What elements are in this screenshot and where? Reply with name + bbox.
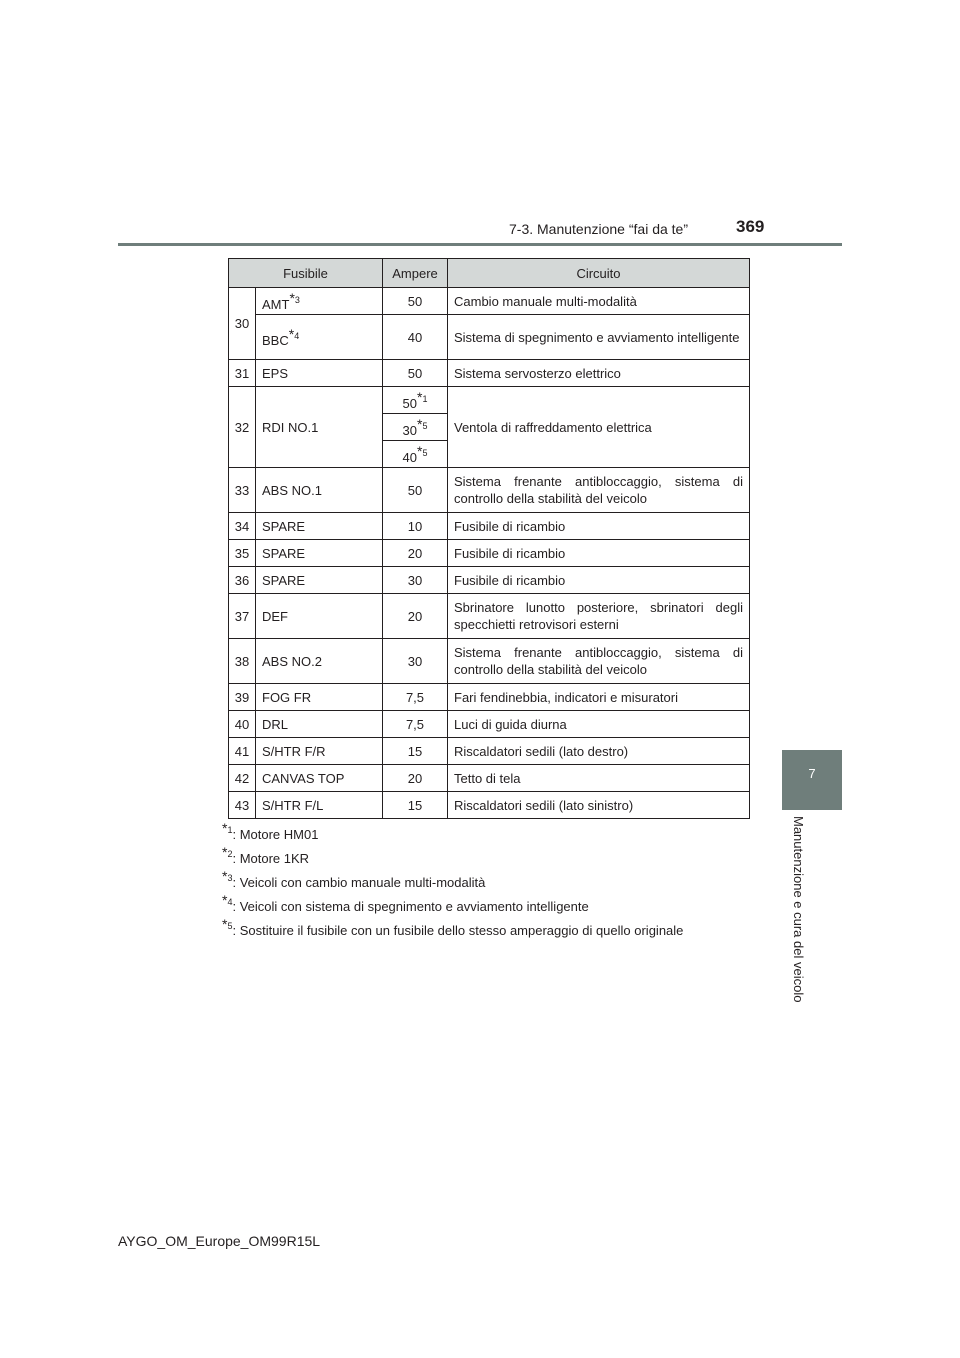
table-row xyxy=(229,315,750,360)
table-row xyxy=(229,540,750,567)
header-fusibile: Fusibile xyxy=(229,259,383,288)
table-row xyxy=(229,387,750,414)
fuse-name: SPARE xyxy=(256,567,383,594)
fuse-name: SPARE xyxy=(256,513,383,540)
section-title: 7-3. Manutenzione “fai da te” xyxy=(509,221,688,237)
fuse-name: DEF xyxy=(256,594,383,639)
footnote: $^{*1}$: Motore HM01 xyxy=(222,820,319,842)
fuse-number: 42 xyxy=(229,765,256,792)
fuse-number: 37 xyxy=(229,594,256,639)
fuse-number: 43 xyxy=(229,792,256,819)
header-divider xyxy=(118,243,842,246)
fuse-table xyxy=(228,258,750,819)
table-row xyxy=(229,360,750,387)
fuse-circuit: Fusibile di ricambio xyxy=(448,513,750,540)
fuse-ampere: 50 xyxy=(383,468,448,513)
fuse-ampere: 40 xyxy=(383,315,448,360)
fuse-number: 33 xyxy=(229,468,256,513)
fuse-number: 34 xyxy=(229,513,256,540)
fuse-circuit: Luci di guida diurna xyxy=(448,711,750,738)
table-header-row xyxy=(229,259,750,288)
fuse-name: BBC$^{*4}$ xyxy=(256,315,383,360)
fuse-circuit: Fusibile di ricambio xyxy=(448,567,750,594)
chapter-number: 7 xyxy=(808,766,816,781)
chapter-title-wrap xyxy=(788,816,808,1006)
fuse-circuit: Cambio manuale multi-modalità xyxy=(448,288,750,315)
fuse-circuit: Riscaldatori sedili (lato sinistro) xyxy=(448,792,750,819)
fuse-ampere: 30 xyxy=(383,567,448,594)
fuse-circuit: Sistema frenante antibloccaggio, sistema di controllo della stabilità del veicolo xyxy=(448,639,750,684)
table-row xyxy=(229,567,750,594)
footnote: $^{*5}$: Sostituire il fusibile con un fusibile dello stesso amperaggio di quello originale xyxy=(222,916,684,938)
fuse-ampere: 10 xyxy=(383,513,448,540)
footnote: $^{*2}$: Motore 1KR xyxy=(222,844,310,866)
footnotes xyxy=(222,818,683,938)
fuse-circuit: Riscaldatori sedili (lato destro) xyxy=(448,738,750,765)
fuse-circuit: Ventola di raffreddamento elettrica xyxy=(448,387,750,468)
fuse-circuit: Fusibile di ricambio xyxy=(448,540,750,567)
table-row xyxy=(229,792,750,819)
fuse-circuit: Sistema di spegnimento e avviamento intelligente xyxy=(448,315,750,360)
fuse-circuit: Tetto di tela xyxy=(448,765,750,792)
fuse-ampere: 50$^{*1}$ xyxy=(383,387,448,414)
fuse-number: 41 xyxy=(229,738,256,765)
table-row xyxy=(229,288,750,315)
header-circuito: Circuito xyxy=(448,259,750,288)
fuse-number: 38 xyxy=(229,639,256,684)
fuse-name: DRL xyxy=(256,711,383,738)
fuse-number: 31 xyxy=(229,360,256,387)
fuse-name: S/HTR F/R xyxy=(256,738,383,765)
fuse-name: ABS NO.1 xyxy=(256,468,383,513)
fuse-ampere: 20 xyxy=(383,765,448,792)
fuse-name: S/HTR F/L xyxy=(256,792,383,819)
table-row xyxy=(229,765,750,792)
fuse-name: ABS NO.2 xyxy=(256,639,383,684)
table-row xyxy=(229,468,750,513)
fuse-number: 35 xyxy=(229,540,256,567)
footnote: $^{*3}$: Veicoli con cambio manuale multi-modalità xyxy=(222,868,486,890)
fuse-number: 36 xyxy=(229,567,256,594)
fuse-ampere: 15 xyxy=(383,792,448,819)
fuse-ampere: 20 xyxy=(383,540,448,567)
fuse-name: FOG FR xyxy=(256,684,383,711)
fuse-name: AMT$^{*3}$ xyxy=(256,288,383,315)
fuse-number: 30 xyxy=(229,288,256,360)
fuse-number: 40 xyxy=(229,711,256,738)
fuse-name: SPARE xyxy=(256,540,383,567)
table-row xyxy=(229,594,750,639)
chapter-title: Manutenzione e cura del veicolo xyxy=(791,816,806,1003)
fuse-ampere: 7,5 xyxy=(383,711,448,738)
fuse-ampere: 30$^{*5}$ xyxy=(383,414,448,441)
table-row xyxy=(229,639,750,684)
fuse-circuit: Fari fendinebbia, indicatori e misuratori xyxy=(448,684,750,711)
fuse-circuit: Sbrinatore lunotto posteriore, sbrinatori degli specchietti retrovisori esterni xyxy=(448,594,750,639)
fuse-number: 39 xyxy=(229,684,256,711)
fuse-ampere: 40$^{*5}$ xyxy=(383,441,448,468)
table-row xyxy=(229,684,750,711)
fuse-ampere: 20 xyxy=(383,594,448,639)
fuse-name: EPS xyxy=(256,360,383,387)
table-row xyxy=(229,738,750,765)
fuse-ampere: 50 xyxy=(383,360,448,387)
fuse-circuit: Sistema servosterzo elettrico xyxy=(448,360,750,387)
fuse-ampere: 30 xyxy=(383,639,448,684)
table-row xyxy=(229,513,750,540)
page-number: 369 xyxy=(736,217,765,236)
fuse-name: CANVAS TOP xyxy=(256,765,383,792)
fuse-ampere: 50 xyxy=(383,288,448,315)
fuse-name: RDI NO.1 xyxy=(256,387,383,468)
header-ampere: Ampere xyxy=(383,259,448,288)
table-row xyxy=(229,711,750,738)
fuse-ampere: 15 xyxy=(383,738,448,765)
fuse-number: 32 xyxy=(229,387,256,468)
document-code: AYGO_OM_Europe_OM99R15L xyxy=(118,1233,321,1249)
footnote: $^{*4}$: Veicoli con sistema di spegnimento e avviamento intelligente xyxy=(222,892,589,914)
fuse-circuit: Sistema frenante antibloccaggio, sistema di controllo della stabilità del veicolo xyxy=(448,468,750,513)
fuse-ampere: 7,5 xyxy=(383,684,448,711)
